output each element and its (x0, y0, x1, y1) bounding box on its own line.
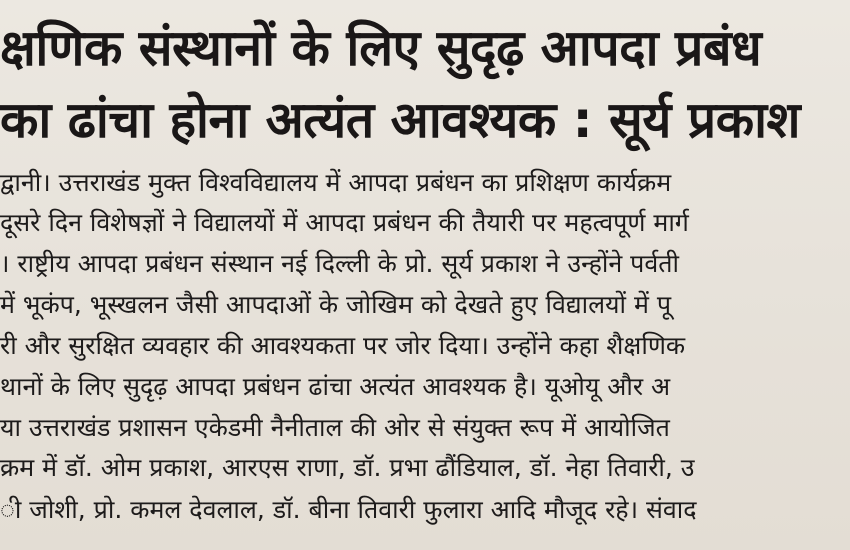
headline-line-1: क्षणिक संस्थानों के लिए सुदृढ़ आपदा प्रबंध (0, 19, 762, 77)
article-line-8: क्रम में डॉ. ओम प्रकाश, आरएस राणा, डॉ. प्रभा ढौंडियाल, डॉ. नेहा तिवारी, उ (0, 453, 695, 482)
article-line-5: री और सुरक्षित व्यवहार की आवश्यकता पर जोर दिया। उन्होंने कहा शैक्षणिक (0, 331, 686, 360)
article-line-2: दूसरे दिन विशेषज्ञों ने विद्यालयों में आपदा प्रबंधन की तैयारी पर महत्वपूर्ण मार्ग (0, 208, 689, 237)
headline-line-2: का ढांचा होना अत्यंत आवश्यक : सूर्य प्रकाश (0, 91, 801, 149)
article-line-9: ी जोशी, प्रो. कमल देवलाल, डॉ. बीना तिवारी फुलारा आदि मौजूद रहे। संवाद (0, 495, 697, 524)
article-line-7: या उत्तराखंड प्रशासन एकेडमी नैनीताल की ओर से संयुक्त रूप में आयोजित (0, 413, 670, 442)
article-line-4: में भूकंप, भूस्खलन जैसी आपदाओं के जोखिम को देखते हुए विद्यालयों में पू (0, 290, 672, 319)
article-line-6: थानों के लिए सुदृढ़ आपदा प्रबंधन ढांचा अत्यंत आवश्यक है। यूओयू और अ (0, 372, 671, 401)
article-line-1: द्वानी। उत्तराखंड मुक्त विश्वविद्यालय में आपदा प्रबंधन का प्रशिक्षण कार्यक्रम (0, 168, 672, 197)
article-line-3: । राष्ट्रीय आपदा प्रबंधन संस्थान नई दिल्ली के प्रो. सूर्य प्रकाश ने उन्होंने पर्वती (0, 249, 680, 278)
